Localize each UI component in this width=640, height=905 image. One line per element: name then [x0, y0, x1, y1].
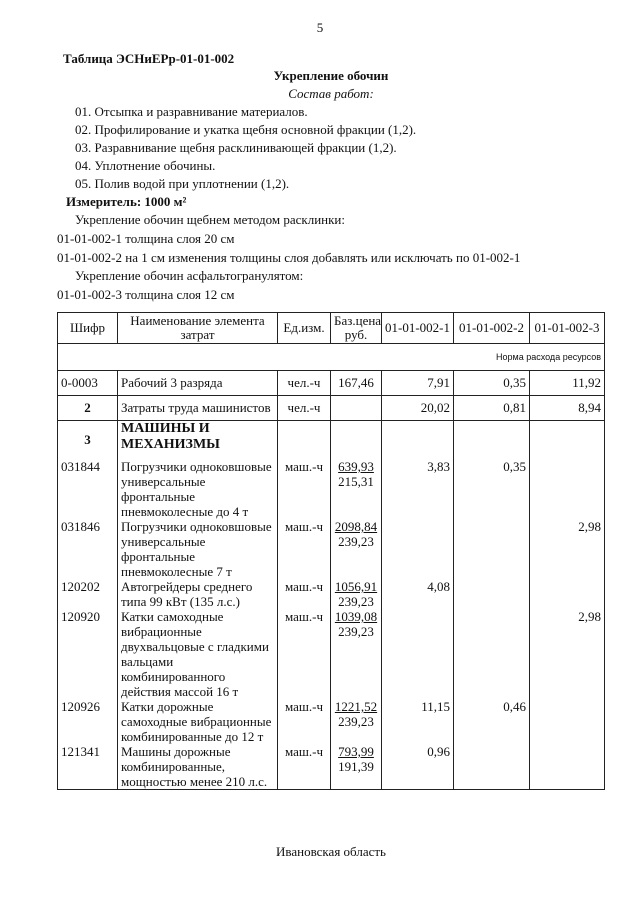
- row-price: 167,46: [331, 371, 382, 396]
- row-value-3: 2,98: [530, 519, 605, 579]
- header-price: Баз.цена руб.: [331, 313, 382, 344]
- row-unit: маш.-ч: [278, 609, 331, 699]
- row-value-2: 0,35: [454, 371, 530, 396]
- row-code: 031846: [58, 519, 118, 579]
- row-name: Погрузчики одноковшовые универсальные фронтальные пневмоколесные до 4 т: [118, 459, 278, 519]
- row-code: 120926: [58, 699, 118, 744]
- price-base: 239,23: [338, 624, 374, 639]
- row-value-1: 3,83: [382, 459, 454, 519]
- row-name: МАШИНЫ И МЕХАНИЗМЫ: [118, 421, 278, 460]
- row-unit: маш.-ч: [278, 699, 331, 744]
- row-price: [331, 396, 382, 421]
- row-unit: маш.-ч: [278, 579, 331, 609]
- price-current: 1039,08: [334, 609, 378, 624]
- row-name: Катки самоходные вибрационные двухвальцовые с гладкими вальцами комбинированного действия массой 16 т: [118, 609, 278, 699]
- row-value-2: [454, 519, 530, 579]
- work-composition-heading: Состав работ:: [288, 86, 374, 101]
- price-base: 239,23: [338, 594, 374, 609]
- row-unit: маш.-ч: [278, 519, 331, 579]
- table-row: [58, 459, 605, 519]
- row-price: [331, 579, 382, 609]
- row-code: 0-0003: [58, 371, 118, 396]
- row-name: Катки дорожные самоходные вибрационные комбинированные до 12 т: [118, 699, 278, 744]
- norma-row: [58, 344, 605, 371]
- row-value-1: 11,15: [382, 699, 454, 744]
- table-row: [58, 744, 605, 790]
- work-step: 04. Уплотнение обочины.: [75, 158, 216, 173]
- row-value-2: [454, 609, 530, 699]
- row-unit: чел.-ч: [278, 371, 331, 396]
- row-value-1: 20,02: [382, 396, 454, 421]
- row-code: 120202: [58, 579, 118, 609]
- row-price: [331, 459, 382, 519]
- description-line: 01-01-002-3 толщина слоя 12 см: [57, 287, 235, 302]
- row-value-1: [382, 609, 454, 699]
- row-value-3: 2,98: [530, 609, 605, 699]
- row-value-3: 8,94: [530, 396, 605, 421]
- row-price: [331, 609, 382, 699]
- page-number: 5: [316, 20, 324, 35]
- table-row: [58, 371, 605, 396]
- header-col-2: 01-01-002-2: [454, 313, 530, 344]
- row-code: 031844: [58, 459, 118, 519]
- row-name: Машины дорожные комбинированные, мощностью менее 210 л.с.: [118, 744, 278, 790]
- row-price: [331, 519, 382, 579]
- row-value-2: 0,46: [454, 699, 530, 744]
- description-line: Укрепление обочин асфальтогранулятом:: [75, 268, 304, 283]
- table-row: [58, 396, 605, 421]
- price-current: 2098,84: [334, 519, 378, 534]
- header-name: Наименование элемента затрат: [118, 313, 278, 344]
- header-code: Шифр: [58, 313, 118, 344]
- measure-unit: Измеритель: 1000 м²: [66, 194, 187, 209]
- header-col-3: 01-01-002-3: [530, 313, 605, 344]
- row-value-3: [530, 744, 605, 790]
- row-unit: чел.-ч: [278, 396, 331, 421]
- row-unit: маш.-ч: [278, 744, 331, 790]
- price-current: 639,93: [338, 459, 374, 474]
- description-line: Укрепление обочин щебнем методом расклинки:: [75, 212, 345, 227]
- description-line: 01-01-002-2 на 1 см изменения толщины слоя добавлять или исключать по 01-002-1: [57, 250, 521, 265]
- price-current: 1056,91: [334, 579, 378, 594]
- row-price: [331, 699, 382, 744]
- row-code: 3: [58, 421, 118, 460]
- price-current: 1221,52: [334, 699, 378, 714]
- description-line: 01-01-002-1 толщина слоя 20 см: [57, 231, 235, 246]
- row-value-1: 0,96: [382, 744, 454, 790]
- work-step: 02. Профилирование и укатка щебня основной фракции (1,2).: [75, 122, 417, 137]
- norma-label: Норма расхода ресурсов: [58, 344, 605, 371]
- price-base: 191,39: [338, 759, 374, 774]
- row-value-3: [530, 579, 605, 609]
- row-value-3: [530, 459, 605, 519]
- price-base: 215,31: [338, 474, 374, 489]
- row-name: Рабочий 3 разряда: [118, 371, 278, 396]
- header-col-1: 01-01-002-1: [382, 313, 454, 344]
- table-row-section-header: [58, 421, 605, 460]
- row-unit: маш.-ч: [278, 459, 331, 519]
- row-value-2: [454, 579, 530, 609]
- table-row: [58, 519, 605, 579]
- row-value-3: [530, 699, 605, 744]
- row-name: Затраты труда машинистов: [118, 396, 278, 421]
- row-name: Автогрейдеры среднего типа 99 кВт (135 л.с.): [118, 579, 278, 609]
- row-value-2: 0,81: [454, 396, 530, 421]
- row-code: 120920: [58, 609, 118, 699]
- row-value-1: 4,08: [382, 579, 454, 609]
- row-value-2: 0,35: [454, 459, 530, 519]
- row-code: 121341: [58, 744, 118, 790]
- row-value-1: [382, 519, 454, 579]
- row-name: Погрузчики одноковшовые универсальные фронтальные пневмоколесные 7 т: [118, 519, 278, 579]
- header-unit: Ед.изм.: [278, 313, 331, 344]
- resources-table: [57, 312, 605, 790]
- table-code: Таблица ЭСНиЕРр-01-01-002: [63, 51, 235, 66]
- footer-region: Ивановская область: [276, 844, 386, 859]
- table-row: [58, 699, 605, 744]
- table-row: [58, 609, 605, 699]
- table-header-row: [58, 313, 605, 344]
- row-value-1: 7,91: [382, 371, 454, 396]
- work-step: 01. Отсыпка и разравнивание материалов.: [75, 104, 308, 119]
- row-price: [331, 744, 382, 790]
- price-current: 793,99: [338, 744, 374, 759]
- price-base: 239,23: [338, 714, 374, 729]
- work-step: 05. Полив водой при уплотнении (1,2).: [75, 176, 290, 191]
- row-value-2: [454, 744, 530, 790]
- section-title: Укрепление обочин: [273, 68, 389, 83]
- row-code: 2: [58, 396, 118, 421]
- price-base: 239,23: [338, 534, 374, 549]
- table-row: [58, 579, 605, 609]
- work-step: 03. Разравнивание щебня расклинивающей фракции (1,2).: [75, 140, 397, 155]
- row-value-3: 11,92: [530, 371, 605, 396]
